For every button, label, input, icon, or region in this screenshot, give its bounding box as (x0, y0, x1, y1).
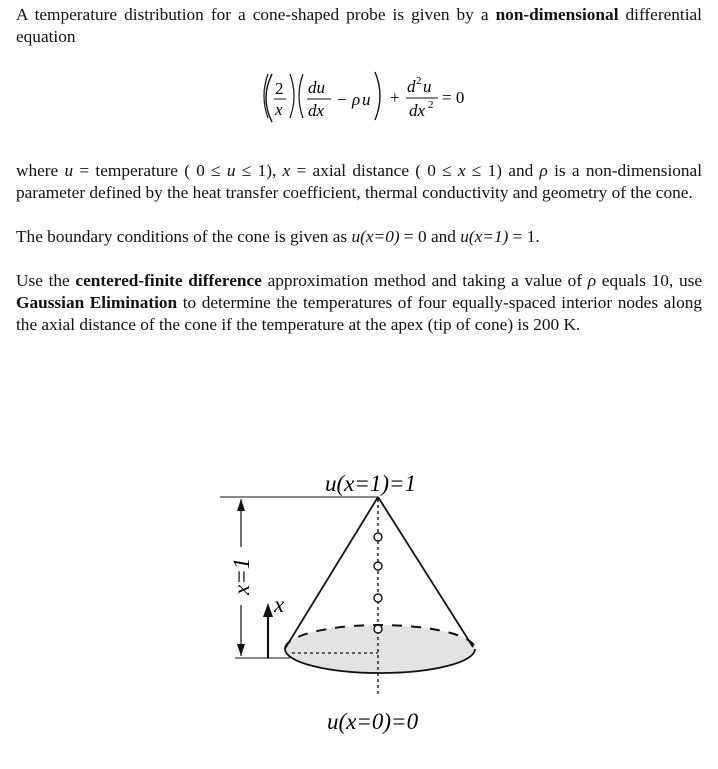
equation-frac2-num: du (308, 78, 325, 97)
node-circle-2 (374, 594, 382, 602)
task-bold-elimination: Gaussian Elimination (16, 293, 178, 312)
definitions-rho: ρ (539, 161, 548, 180)
equation-paren-2-left (299, 74, 303, 118)
boundary-u-1: u (351, 227, 361, 246)
definitions-u-2: u (226, 161, 236, 180)
cone-diagram (200, 465, 500, 764)
equation-paren-2-right (375, 72, 380, 120)
equation-paren-1-right (290, 74, 294, 118)
task-text-3: equals 10, use (596, 271, 702, 290)
boundary-text-3: = 1. (508, 227, 540, 246)
definitions-text-5: ≤ 1) and (465, 161, 540, 180)
boundary-arg-1: (x=0) (360, 227, 400, 246)
boundary-text-2: = 0 and (399, 227, 461, 246)
node-circle-1 (374, 625, 382, 633)
equation-plus: + (390, 88, 400, 107)
task-bold-method: centered-finite difference (75, 271, 262, 290)
differential-equation (16, 48, 702, 140)
equation-frac3-num-u: u (423, 77, 432, 96)
intro-paragraph (16, 4, 702, 48)
definitions-text-3: ≤ 1), (235, 161, 283, 180)
boundary-u-2: u (460, 227, 469, 246)
definitions-x-1: x (282, 161, 291, 180)
task-text-4: to determine the temperatures of four equally-spaced interior nodes along the axial distance of the cone if the temperature at the apex (tip of cone) is 200 K. (16, 293, 702, 334)
intro-text-2: differential equation (16, 5, 702, 46)
equation-frac2-den: dx (308, 101, 325, 120)
boundary-conditions-paragraph (16, 226, 702, 248)
definitions-text-6: is a non-dimensional parameter defined by the heat transfer coefficient, thermal conductivity and geometry of the cone. (16, 161, 702, 202)
task-rho: ρ (587, 271, 597, 290)
equation-frac1-den: x (275, 100, 283, 119)
equation-minus: − (337, 90, 347, 109)
definitions-text-2: = temperature ( 0 ≤ (73, 161, 227, 180)
cone-figure (200, 465, 500, 764)
length-arrow-top-icon (237, 499, 245, 511)
top-boundary-label: u(x=1)=1 (325, 471, 417, 496)
x-axis-label: x (274, 592, 285, 617)
equation-rho: ρ (352, 90, 361, 109)
definitions-x-2: x (457, 161, 466, 180)
definitions-text-4: = axial distance ( 0 ≤ (290, 161, 458, 180)
node-circle-4 (374, 533, 382, 541)
definitions-paragraph (16, 160, 702, 204)
task-paragraph (16, 270, 702, 336)
equation-frac3-num-d: d (407, 77, 416, 96)
node-circle-3 (374, 562, 382, 570)
equation-frac3-den: dx (409, 101, 426, 120)
equation-frac1-num: 2 (275, 79, 284, 98)
length-arrow-bottom-icon (237, 644, 245, 656)
definitions-u-1: u (64, 161, 74, 180)
intro-bold-term: non-dimensional (495, 5, 619, 24)
bottom-boundary-label: u(x=0)=0 (327, 709, 419, 734)
task-text-2: approximation method and taking a value of (261, 271, 588, 290)
boundary-text-1: The boundary conditions of the cone is given as (16, 227, 352, 246)
boundary-arg-2: (x=1) (468, 227, 509, 246)
definitions-text-1: where (16, 161, 65, 180)
intro-text-1: A temperature distribution for a cone-shaped probe is given by a (16, 5, 496, 24)
length-label: x=1 (229, 557, 254, 595)
equation-equals-zero: = 0 (442, 88, 465, 107)
equation-frac3-num-sup: 2 (416, 75, 422, 87)
equation-u: u (362, 90, 371, 109)
task-text-1: Use the (16, 271, 76, 290)
problem-page (16, 4, 702, 336)
equation-frac3-den-sup: 2 (428, 99, 434, 111)
x-axis-arrow-head-icon (263, 603, 273, 617)
